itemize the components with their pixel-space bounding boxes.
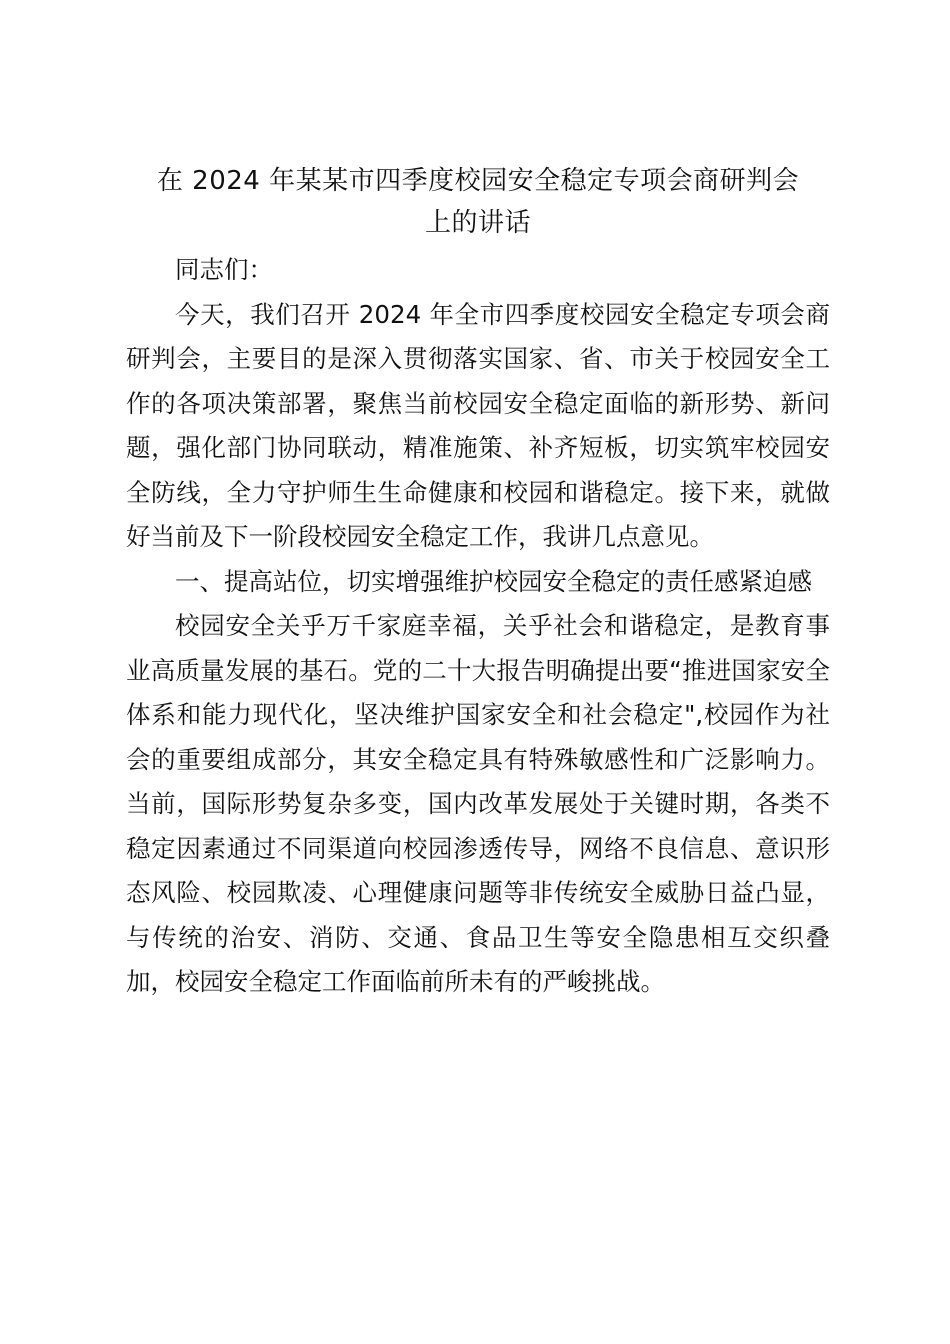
paragraph-opening: 今天，我们召开 2024 年全市四季度校园安全稳定专项会商研判会，主要目的是深入贯彻落实国家、省、市关于校园安全工作的各项决策部署，聚焦当前校园安全稳定面临的新形势、新问题，强化部门协同联动，精准施策、补齐短板，切实筑牢校园安全防线，全力守护师生生命健康和校园和谐稳定。接下来，就做好当前及下一阶段校园安全稳定工作，我讲几点意见。 xyxy=(126,299,830,551)
section-heading-1: 一、提高站位，切实增强维护校园安全稳定的责任感紧迫感 xyxy=(175,566,812,596)
title-line-1: 在 2024 年某某市四季度校园安全稳定专项会商研判会 xyxy=(156,166,800,196)
paragraph-section-1: 校园安全关乎万千家庭幸福，关乎社会和谐稳定，是教育事业高质量发展的基石。党的二十大报告明确提出要“推进国家安全体系和能力现代化，坚决维护国家安全和社会稳定",校园作为社会的重要组成部分，其安全稳定具有特殊敏感性和广泛影响力。当前，国际形势复杂多变，国内改革发展处于关键时期，各类不稳定因素通过不同渠道向校园渗透传导，网络不良信息、意识形态风险、校园欺凌、心理健康问题等非传统安全威胁日益凸显，与传统的治安、消防、交通、食品卫生等安全隐患相互交织叠加，校园安全稳定工作面临前所未有的严峻挑战。 xyxy=(126,611,830,996)
document-title xyxy=(126,160,830,244)
document-page xyxy=(126,160,830,1005)
salutation: 同志们： xyxy=(175,255,273,284)
title-line-2: 上的讲话 xyxy=(424,208,531,238)
